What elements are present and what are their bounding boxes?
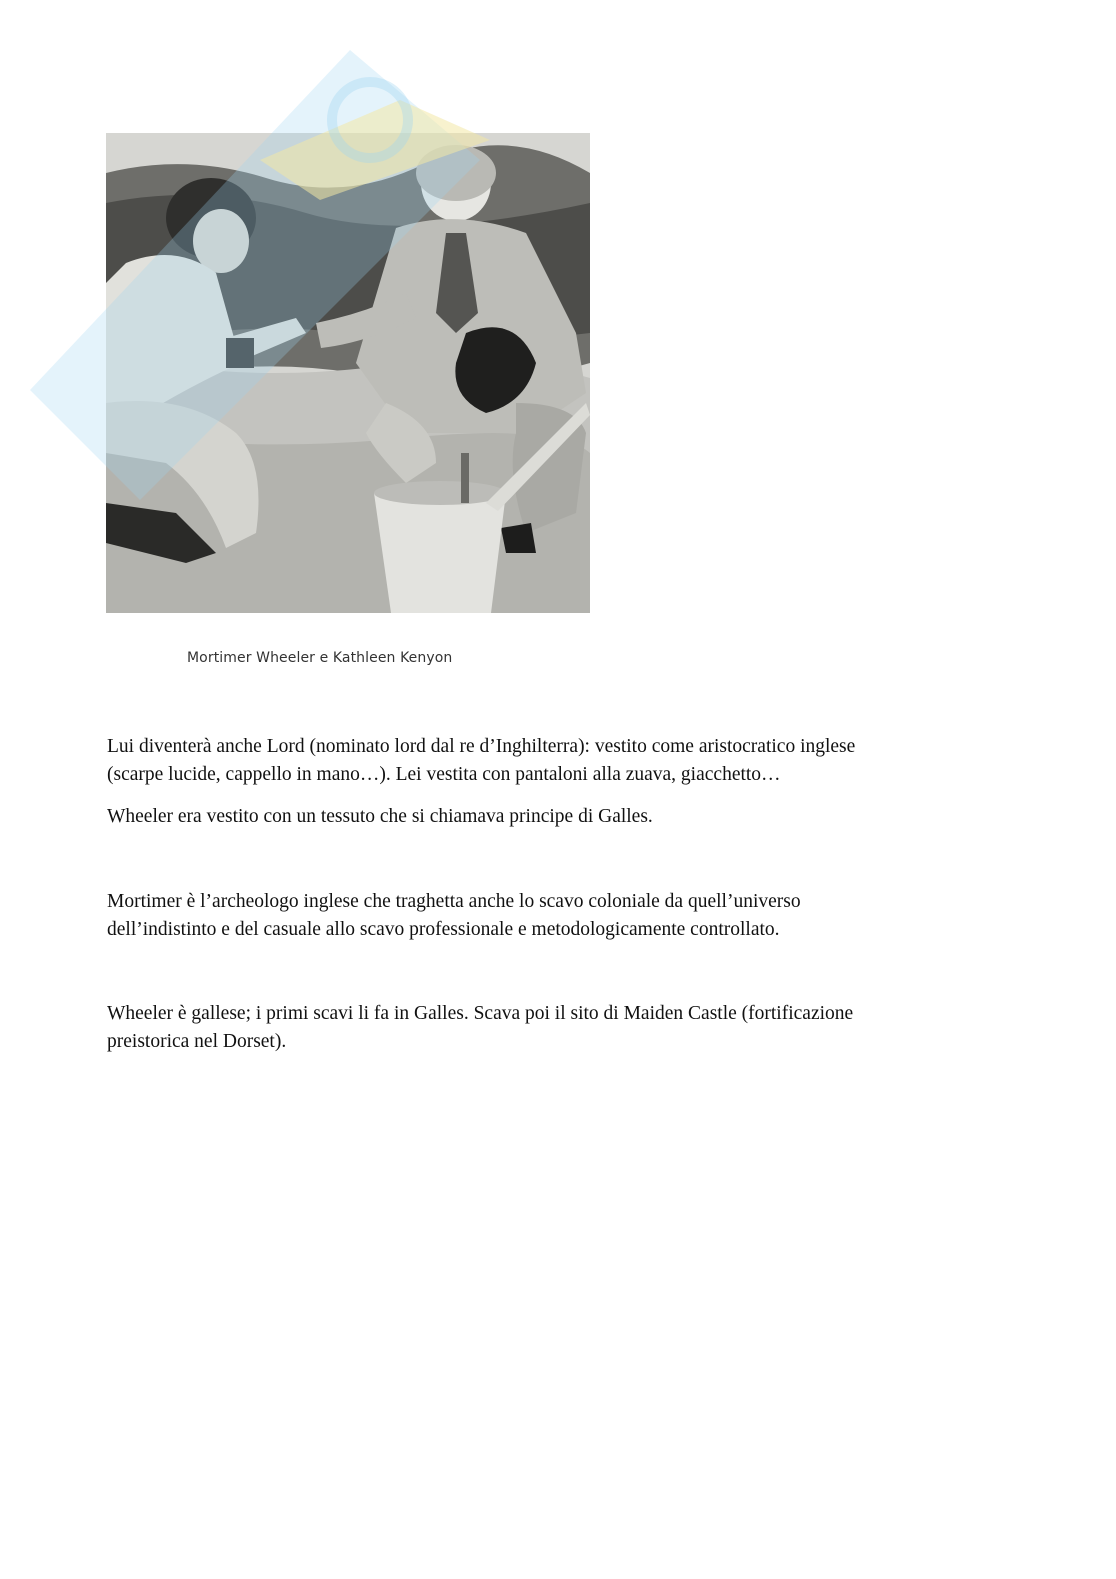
paragraph-line: preistorica nel Dorset). bbox=[107, 1031, 287, 1052]
photo-caption: Mortimer Wheeler e Kathleen Kenyon bbox=[187, 650, 453, 666]
paragraph-lord bbox=[107, 733, 1007, 789]
paragraph-line: (scarpe lucide, cappello in mano…). Lei vestita con pantaloni alla zuava, giacchetto… bbox=[107, 764, 781, 785]
paragraph-line: Wheeler è gallese; i primi scavi li fa in Galles. Scava poi il sito di Maiden Castle (fortificazione bbox=[107, 1003, 854, 1024]
paragraph-line: dell’indistinto e del casuale allo scavo professionale e metodologicamente controllato. bbox=[107, 919, 780, 940]
paragraph-line: Mortimer è l’archeologo inglese che traghetta anche lo scavo coloniale da quell’universo bbox=[107, 891, 801, 912]
paragraph-line: Lui diventerà anche Lord (nominato lord dal re d’Inghilterra): vestito come aristocratico inglese bbox=[107, 736, 856, 757]
photo-illustration bbox=[106, 133, 590, 613]
paragraph-maiden-castle bbox=[107, 1000, 1007, 1056]
paragraph-galles-fabric bbox=[107, 803, 1007, 831]
paragraph-line: Wheeler era vestito con un tessuto che si chiamava principe di Galles. bbox=[107, 806, 653, 827]
paragraph-mortimer-archeologo bbox=[107, 888, 1007, 944]
photo-wheeler-kenyon bbox=[106, 133, 590, 613]
